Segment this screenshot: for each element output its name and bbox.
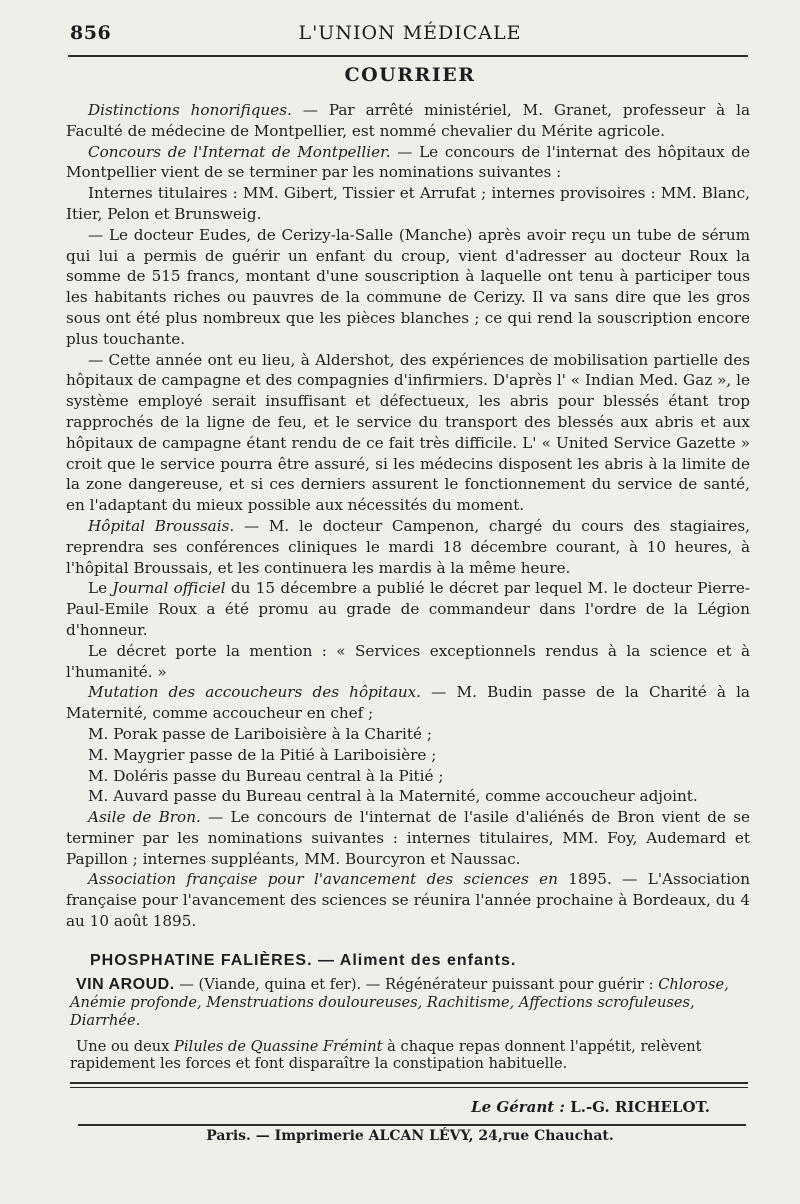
paragraph-text: — Le concours de l'internat des hôpitaux de Montpellier vient de se terminer par les nominations suivantes : [66,142,750,182]
paragraph-internes: Internes titulaires : MM. Gibert, Tissier et Arrufat ; internes provisoires : MM. Blanc, Itier, Pelon et Brunsweig. [66,184,750,223]
ad-vin-aroud [70,976,750,1030]
paragraph-label: Asile de Bron. [88,808,201,827]
section-title: COURRIER [344,64,476,86]
paragraph-text: — Par arrêté ministériel, M. Granet, professeur à la Faculté de médecine de Montpellier, est nommé chevalier du Mérite agricole. [66,101,750,140]
double-rule-top [70,1082,748,1084]
paragraph-concours-montpellier [66,142,750,184]
paragraph-label: Journal officiel [112,579,226,598]
paragraph-distinctions [66,100,750,142]
paragraph-doleris: M. Doléris passe du Bureau central à la Pitié ; [88,766,444,785]
header-rule [68,55,748,57]
paragraph-label: Distinctions honorifiques. [88,101,292,119]
signature-name: L.-G. RICHELOT. [564,1098,710,1116]
paragraph-label: Hôpital Broussais. [88,516,235,535]
ad-text: — (Viande, quina et fer). — Régénérateur puissant pour guérir : [174,976,659,993]
paragraph-label: Mutation des accoucheurs des hôpitaux. [88,683,421,702]
paragraph-label: Concours de l'Internat de Montpellier. [88,142,391,161]
paragraph-text: — M. le docteur Campenon, chargé du cours des stagiaires, reprendra ses conférences cliniques le mardi 18 décembre courant, à 10 heures, à l'hôpital Broussais, et les continuera les mardis à la même heure. [66,516,750,577]
article-body [66,100,750,932]
paragraph-maygrier: M. Maygrier passe de la Pitié à Lariboisière ; [88,745,437,764]
footer-rule [78,1124,746,1126]
running-title: L'UNION MÉDICALE [298,22,522,44]
signature-label: Le Gérant : [471,1098,565,1116]
signature [70,1098,710,1116]
paragraph-text: — M. Budin passe de la Charité à la Maternité, comme accoucheur en chef ; [66,683,750,723]
paragraph-auvard: M. Auvard passe du Bureau central à la Maternité, comme accoucheur adjoint. [88,787,698,806]
paragraph-text: du 15 décembre a publié le décret par lequel M. le docteur Pierre-Paul-Emile Roux a été promu au grade de commandeur dans l'ordre de la Légion d'honneur. [66,579,750,639]
paragraph-hopital-broussais [66,516,750,578]
paragraph-docteur-eudes: — Le docteur Eudes, de Cerizy-la-Salle (Manche) après avoir reçu un tube de sérum qui lui a permis de guérir un enfant du croup, vient d'adresser au docteur Roux la somme de 515 francs, montant d'une souscription à laquelle ont tenu à participer tous les habitants riches ou pauvres de la commune de Cerizy. Il va sans dire que les gros sous ont été plus nombreux que les pièces blanches ; ce qui rend la souscription encore plus touchante. [66,225,750,348]
advertisements [70,952,750,1072]
paragraph-porak: M. Porak passe de Lariboisière à la Charité ; [88,724,432,743]
paragraph-text: Le [88,579,113,598]
ad-italic-text: Pilules de Quassine Frémint [174,1038,383,1055]
paragraph-text: 1895. — L'Association française pour l'avancement des sciences se réunira l'année prochaine à Bordeaux, du 4 au 10 août 1895. [66,870,750,931]
ad-italic-text: Chlorose, Anémie profonde, Menstruations douloureuses, Rachitisme, Affections scrofuleuses, Diarrhée. [70,976,729,1029]
ad-text: Une ou deux [76,1038,175,1055]
paragraph-association [66,869,750,931]
paragraph-decret: Le décret porte la mention : « Services exceptionnels rendus à la science et à l'humanité. » [66,641,750,681]
paragraph-label: Association française pour l'avancement des sciences en [88,870,558,889]
ad-pilules-quassine [70,1038,750,1072]
paragraph-asile-bron [66,807,750,869]
ad-phosphatine: PHOSPHATINE FALIÈRES. — Aliment des enfants. [90,952,517,969]
ad-text: à chaque repas donnent l'appétit, relèvent rapidement les forces et font disparaître la constipation habituelle. [70,1038,702,1072]
paragraph-journal-officiel [66,578,750,640]
paragraph-aldershot: — Cette année ont eu lieu, à Aldershot, des expériences de mobilisation partielle des hôpitaux de campagne et des compagnies d'infirmiers. D'après l' « Indian Med. Gaz », le système employé serait insuffisant et défectueux, les abris pour blessés étant trop rapprochés de la ligne de feu, et le service du transport des blessés aux abris et aux hôpitaux de campagne étant rendu de ce fait très difficile. L' « United Service Gazette » croit que le service pourra être assuré, si les médecins disposent les abris à la limite de la zone dangereuse, et si ces derniers assurent le fonctionnement du service de santé, en l'adaptant du mieux possible aux nécessités du moment. [66,350,750,515]
page-number: 856 [70,22,112,44]
ad-brand: VIN AROUD. [76,976,175,993]
paragraph-text: — Le concours de l'internat de l'asile d'aliénés de Bron vient de se terminer par les nominations suivantes : internes titulaires, MM. Foy, Audemard et Papillon ; internes suppléants, MM. Bourcyron et Naussac. [66,808,750,868]
page-header [70,22,750,48]
printer-imprint: Paris. — Imprimerie ALCAN LÉVY, 24,rue Chauchat. [206,1128,614,1144]
double-rule-bottom [70,1087,748,1088]
paragraph-mutation [66,682,750,724]
